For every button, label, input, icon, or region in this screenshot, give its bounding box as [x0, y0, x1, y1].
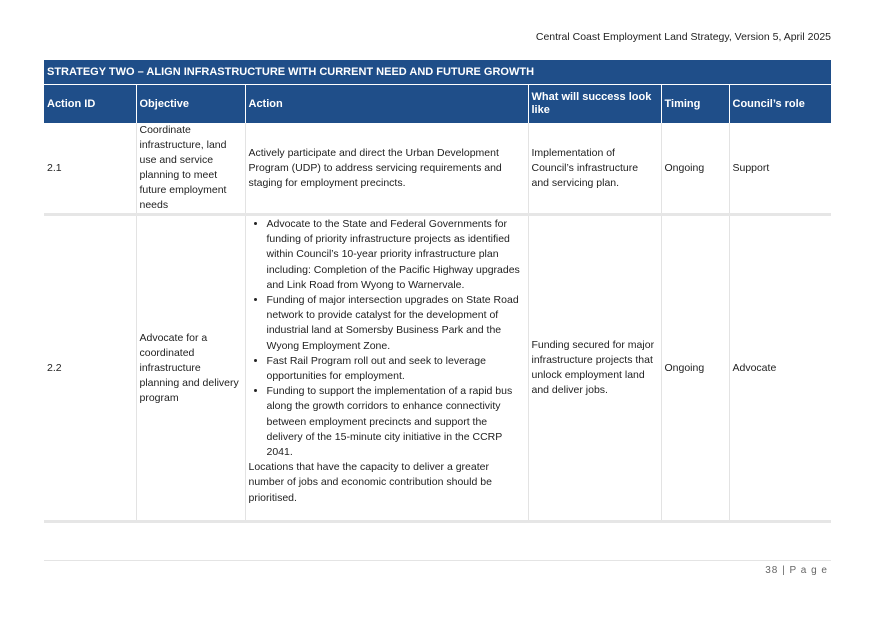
column-header-row [44, 85, 831, 124]
page-number: 38 | P a g e [765, 565, 828, 576]
timing-cell: Ongoing [661, 215, 729, 522]
action-bullet: • Advocate to the State and Federal Governments for funding of priority infrastructure projects as identified within Council’s 10-year priority infrastructure plan including: Completion of the Pacific Highway upgrades and Link Road from Wyong to Warnervale. [267, 217, 525, 293]
timing-cell: Ongoing [661, 123, 729, 215]
action-cell [245, 215, 528, 522]
action-closing-text: Locations that have the capacity to deliver a greater number of jobs and economic contribution should be prioritised. [248, 461, 492, 504]
column-header-objective: Objective [136, 85, 245, 124]
action-bullet: • Fast Rail Program roll out and seek to leverage opportunities for employment. [267, 354, 525, 384]
strategy-banner: STRATEGY TWO – ALIGN INFRASTRUCTURE WITH CURRENT NEED AND FUTURE GROWTH [44, 60, 831, 85]
column-header-action-id: Action ID [44, 85, 136, 124]
column-header-action: Action [245, 85, 528, 124]
success-cell: Implementation of Council’s infrastructure and servicing plan. [528, 123, 661, 215]
table-row [44, 215, 831, 522]
column-header-councils-role: Council’s role [729, 85, 831, 124]
objective-cell: Advocate for a coordinated infrastructure planning and delivery program [136, 215, 245, 522]
document-header-title: Central Coast Employment Land Strategy, Version 5, April 2025 [535, 31, 831, 43]
column-header-success: What will success look like [528, 85, 661, 124]
strategy-banner-row [44, 60, 831, 85]
success-cell: Funding secured for major infrastructure projects that unlock employment land and deliver jobs. [528, 215, 661, 522]
action-bullet: • Funding of major intersection upgrades on State Road network to provide catalyst for the development of industrial land at Somersby Business Park and the Wyong Employment Zone. [267, 293, 525, 354]
action-id-cell: 2.2 [44, 215, 136, 522]
councils-role-cell: Support [729, 123, 831, 215]
footer-divider [44, 560, 831, 561]
councils-role-cell: Advocate [729, 215, 831, 522]
column-header-timing: Timing [661, 85, 729, 124]
action-bullet-list [249, 217, 525, 460]
action-cell: Actively participate and direct the Urban Development Program (UDP) to address servicing requirements and staging for employment precincts. [245, 123, 528, 215]
strategy-table [44, 60, 831, 523]
action-id-cell: 2.1 [44, 123, 136, 215]
table-row [44, 123, 831, 215]
objective-cell: Coordinate infrastructure, land use and service planning to meet future employment needs [136, 123, 245, 215]
action-bullet: • Funding to support the implementation of a rapid bus along the growth corridors to enhance connectivity between employment precincts and support the delivery of the 15-minute city initiative in the CCRP 2041. [267, 384, 525, 460]
